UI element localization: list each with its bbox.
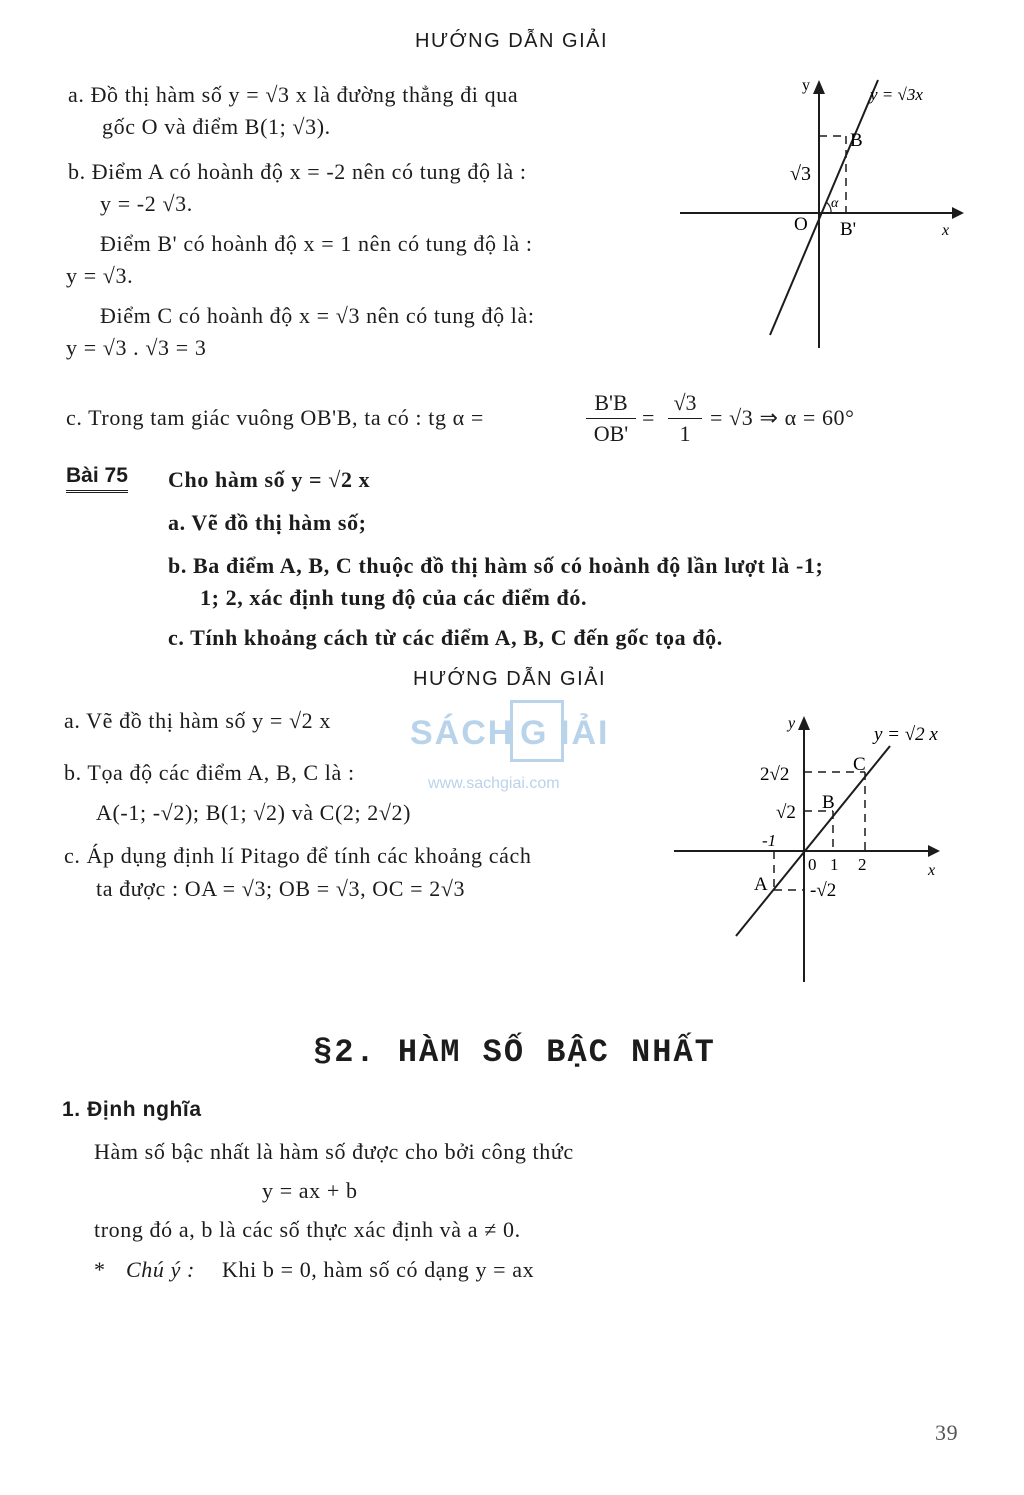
sol75-a: a. Vẽ đồ thị hàm số y = √2 x bbox=[64, 708, 331, 733]
p74-c-result: = √3 ⇒ α = 60° bbox=[710, 405, 855, 430]
sqrt2-label: √2 bbox=[776, 802, 796, 823]
exercise-part-b-line2: 1; 2, xác định tung độ của các điểm đó. bbox=[200, 585, 588, 610]
alpha-label: α bbox=[831, 196, 839, 211]
zero-label: 0 bbox=[808, 855, 817, 874]
x-axis-arrow bbox=[928, 845, 940, 857]
fraction-bar bbox=[586, 418, 636, 419]
note-star: * bbox=[94, 1257, 106, 1282]
p74-c-prefix: c. Trong tam giác vuông OB'B, ta có : tg α = bbox=[66, 405, 484, 430]
sol75-c-line1: c. Áp dụng định lí Pitago để tính các khoảng cách bbox=[64, 843, 532, 868]
definition-text: Hàm số bậc nhất là hàm số được cho bởi công thức bbox=[94, 1139, 574, 1164]
equals-sign: = bbox=[642, 405, 656, 430]
point-bprime-label: B' bbox=[840, 219, 857, 240]
neg1-label: -1 bbox=[762, 831, 777, 850]
y-label: y bbox=[802, 77, 810, 94]
fraction-numerator: B'B bbox=[594, 390, 628, 415]
exercise-title: Bài 75 bbox=[66, 464, 128, 493]
x-label: x bbox=[928, 862, 936, 879]
point-b-label: B bbox=[822, 792, 835, 813]
fraction-sqrt3-over-1 bbox=[668, 390, 702, 447]
x-axis-arrow bbox=[952, 207, 964, 219]
sol75-b-line2: A(-1; -√2); B(1; √2) và C(2; 2√2) bbox=[96, 800, 412, 825]
page-number: 39 bbox=[935, 1420, 959, 1445]
fraction-denominator: 1 bbox=[679, 421, 691, 446]
exercise-statement: Cho hàm số y = √2 x bbox=[168, 467, 371, 492]
neg-sqrt2-label: -√2 bbox=[810, 880, 837, 901]
p74-a-line2: gốc O và điểm B(1; √3). bbox=[102, 114, 331, 139]
solution-heading: HƯỚNG DẪN GIẢI bbox=[415, 30, 609, 52]
section-title: §2. HÀM SỐ BẬC NHẤT bbox=[313, 1034, 716, 1071]
graph-sqrt2x bbox=[670, 710, 960, 990]
function-label: y = √2 x bbox=[874, 724, 938, 745]
graph-line bbox=[770, 80, 878, 335]
p74-a-line1: a. Đồ thị hàm số y = √3 x là đường thẳng đi qua bbox=[68, 82, 519, 107]
point-c-label: C bbox=[853, 754, 866, 775]
watermark-brand-g: G bbox=[520, 714, 549, 752]
note-text: Khi b = 0, hàm số có dạng y = ax bbox=[222, 1257, 535, 1282]
two-sqrt2-label: 2√2 bbox=[760, 764, 790, 785]
watermark-url: www.sachgiai.com bbox=[428, 775, 560, 792]
x-label: x bbox=[942, 222, 950, 239]
y-label: y bbox=[788, 715, 796, 732]
one-label: 1 bbox=[830, 855, 839, 874]
watermark-brand-left: SÁCH bbox=[410, 714, 515, 752]
point-b-label: B bbox=[850, 130, 863, 151]
exercise-part-b-line1: b. Ba điểm A, B, C thuộc đồ thị hàm số có hoành độ lần lượt là -1; bbox=[168, 553, 824, 578]
sol75-c-line2: ta được : OA = √3; OB = √3, OC = 2√3 bbox=[96, 876, 466, 901]
graph-sqrt3x bbox=[680, 70, 970, 360]
watermark-brand-right: IẢI bbox=[560, 714, 610, 752]
sqrt3-tick-label: √3 bbox=[790, 163, 811, 185]
p74-b-line6: y = √3 . √3 = 3 bbox=[66, 335, 207, 360]
y-axis-arrow bbox=[813, 80, 825, 94]
fraction-bpb-over-obp bbox=[586, 390, 636, 447]
function-label: y = √3x bbox=[870, 85, 923, 104]
p74-b-line1: b. Điểm A có hoành độ x = -2 nên có tung độ là : bbox=[68, 159, 527, 184]
definition-formula: y = ax + b bbox=[262, 1178, 358, 1203]
definition-condition: trong đó a, b là các số thực xác định và a ≠ 0. bbox=[94, 1217, 521, 1242]
origin-label: O bbox=[794, 214, 808, 235]
subsection-title: 1. Định nghĩa bbox=[62, 1098, 202, 1121]
exercise-part-a: a. Vẽ đồ thị hàm số; bbox=[168, 510, 367, 535]
point-a-label: A bbox=[754, 874, 768, 895]
two-label: 2 bbox=[858, 855, 867, 874]
p74-b-line3: Điểm B' có hoành độ x = 1 nên có tung độ là : bbox=[100, 231, 533, 256]
p74-b-line2: y = -2 √3. bbox=[100, 191, 193, 216]
fraction-numerator: √3 bbox=[673, 390, 697, 415]
exercise-part-c: c. Tính khoảng cách từ các điểm A, B, C đến gốc tọa độ. bbox=[168, 625, 723, 650]
note-label: Chú ý : bbox=[126, 1257, 195, 1282]
fraction-bar bbox=[668, 418, 702, 419]
sol75-b-line1: b. Tọa độ các điểm A, B, C là : bbox=[64, 760, 355, 785]
fraction-denominator: OB' bbox=[593, 421, 629, 446]
y-axis-arrow bbox=[798, 716, 810, 730]
p74-b-line4: y = √3. bbox=[66, 263, 134, 288]
p74-b-line5: Điểm C có hoành độ x = √3 nên có tung độ là: bbox=[100, 303, 535, 328]
solution-heading-2: HƯỚNG DẪN GIẢI bbox=[413, 668, 607, 690]
